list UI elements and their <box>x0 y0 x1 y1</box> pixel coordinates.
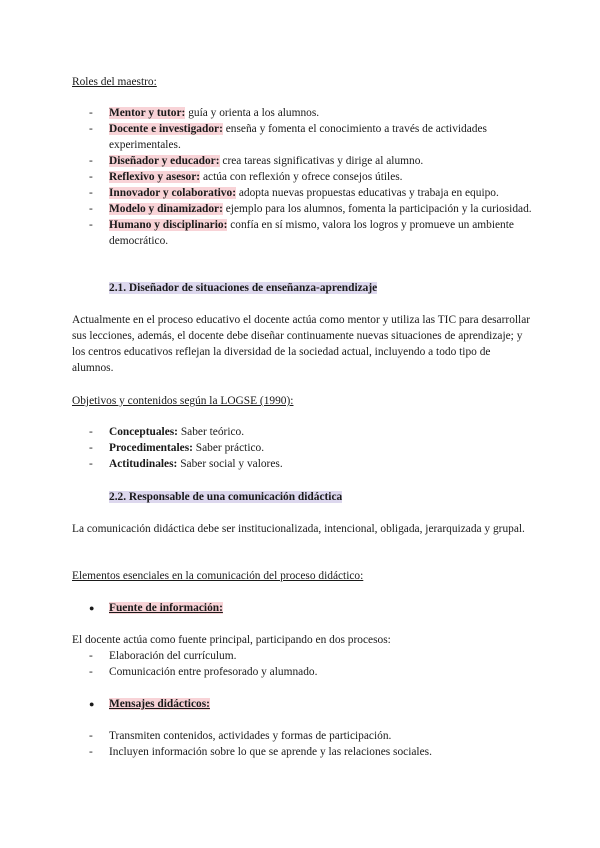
section-2-1-paragraph: Actualmente en el proceso educativo el docente actúa como mentor y utiliza las TIC para desarrollar sus lecciones, además, el docente debe diseñar continuamente nuevas situaciones de aprendizaje; y los centros educativos reflejan la diversidad de la sociedad actual, incluyendo a todo tipo de alumnos. <box>72 314 531 374</box>
dash-marker: - <box>89 155 93 167</box>
section-heading-2-1 <box>109 280 377 296</box>
dash-marker: - <box>89 746 93 758</box>
roles-list <box>72 105 532 249</box>
role-term: Reflexivo y asesor: <box>109 171 201 183</box>
dash-marker: - <box>89 442 93 454</box>
list-item <box>72 217 532 249</box>
objective-term: Conceptuales: <box>109 426 178 438</box>
bullet-heading: Mensajes didácticos: <box>109 698 210 710</box>
dash-marker: - <box>89 426 93 438</box>
section-heading-2-2 <box>109 489 342 505</box>
list-item <box>72 424 532 440</box>
role-text: actúa con reflexión y ofrece consejos útiles. <box>200 171 403 183</box>
elements-title: Elementos esenciales en la comunicación del proceso didáctico: <box>72 570 364 582</box>
role-text: ejemplo para los alumnos, fomenta la participación y la curiosidad. <box>222 203 532 215</box>
list-item <box>72 456 532 472</box>
dash-marker: - <box>89 650 93 662</box>
objective-text: Saber práctico. <box>192 442 265 454</box>
dash-marker: - <box>89 458 93 470</box>
role-term: Mentor y tutor: <box>109 107 186 119</box>
role-text: guía y orienta a los alumnos. <box>185 107 320 119</box>
list-item-text: Elaboración del currículum. <box>109 650 237 662</box>
dash-marker: - <box>89 203 93 215</box>
list-item <box>72 201 532 217</box>
role-text: crea tareas significativas y dirige al alumno. <box>219 155 424 167</box>
role-term: Diseñador y educador: <box>109 155 220 167</box>
bullet-marker: ● <box>89 603 95 613</box>
list-item-text: Transmiten contenidos, actividades y formas de participación. <box>109 730 392 742</box>
dash-marker: - <box>89 123 93 135</box>
role-term: Innovador y colaborativo: <box>109 187 236 199</box>
list-item <box>72 648 532 664</box>
section-heading-text: 2.2. Responsable de una comunicación didáctica <box>109 491 343 503</box>
role-text: adopta nuevas propuestas educativas y trabaja en equipo. <box>236 187 499 199</box>
section-heading-text: 2.1. Diseñador de situaciones de enseñanza-aprendizaje <box>109 282 378 294</box>
role-text: confía en sí mismo, valora los logros y promueve un ambiente democrático. <box>109 219 514 247</box>
objective-term: Procedimentales: <box>109 442 193 454</box>
list-item <box>72 105 532 121</box>
dash-marker: - <box>89 107 93 119</box>
section-2-2-paragraph: La comunicación didáctica debe ser institucionalizada, intencional, obligada, jerarquizada y grupal. <box>72 523 525 535</box>
roles-title: Roles del maestro: <box>72 76 157 88</box>
objective-text: Saber teórico. <box>177 426 245 438</box>
dash-marker: - <box>89 730 93 742</box>
list-item <box>72 185 532 201</box>
role-term: Modelo y dinamizador: <box>109 203 223 215</box>
source-list <box>72 648 532 680</box>
list-item <box>72 121 532 153</box>
list-item <box>72 440 532 456</box>
bullet-marker: ● <box>89 699 95 709</box>
source-intro: El docente actúa como fuente principal, participando en dos procesos: <box>72 634 391 646</box>
list-item <box>72 153 532 169</box>
list-item <box>72 728 532 744</box>
list-item-text: Comunicación entre profesorado y alumnado. <box>109 666 318 678</box>
role-term: Humano y disciplinario: <box>109 219 228 231</box>
objective-term: Actitudinales: <box>109 458 178 470</box>
dash-marker: - <box>89 187 93 199</box>
list-item <box>72 169 532 185</box>
list-item <box>72 664 532 680</box>
objectives-title: Objetivos y contenidos según la LOGSE (1990): <box>72 395 294 407</box>
list-item-text: Incluyen información sobre lo que se aprende y las relaciones sociales. <box>109 746 432 758</box>
dash-marker: - <box>89 219 93 231</box>
objectives-list <box>72 424 532 472</box>
objective-text: Saber social y valores. <box>177 458 283 470</box>
dash-marker: - <box>89 666 93 678</box>
list-item <box>72 744 532 760</box>
role-term: Docente e investigador: <box>109 123 223 135</box>
bullet-heading: Fuente de información: <box>109 602 223 614</box>
dash-marker: - <box>89 171 93 183</box>
messages-list <box>72 728 532 760</box>
role-text: enseña y fomenta el conocimiento a través de actividades experimentales. <box>109 123 487 151</box>
